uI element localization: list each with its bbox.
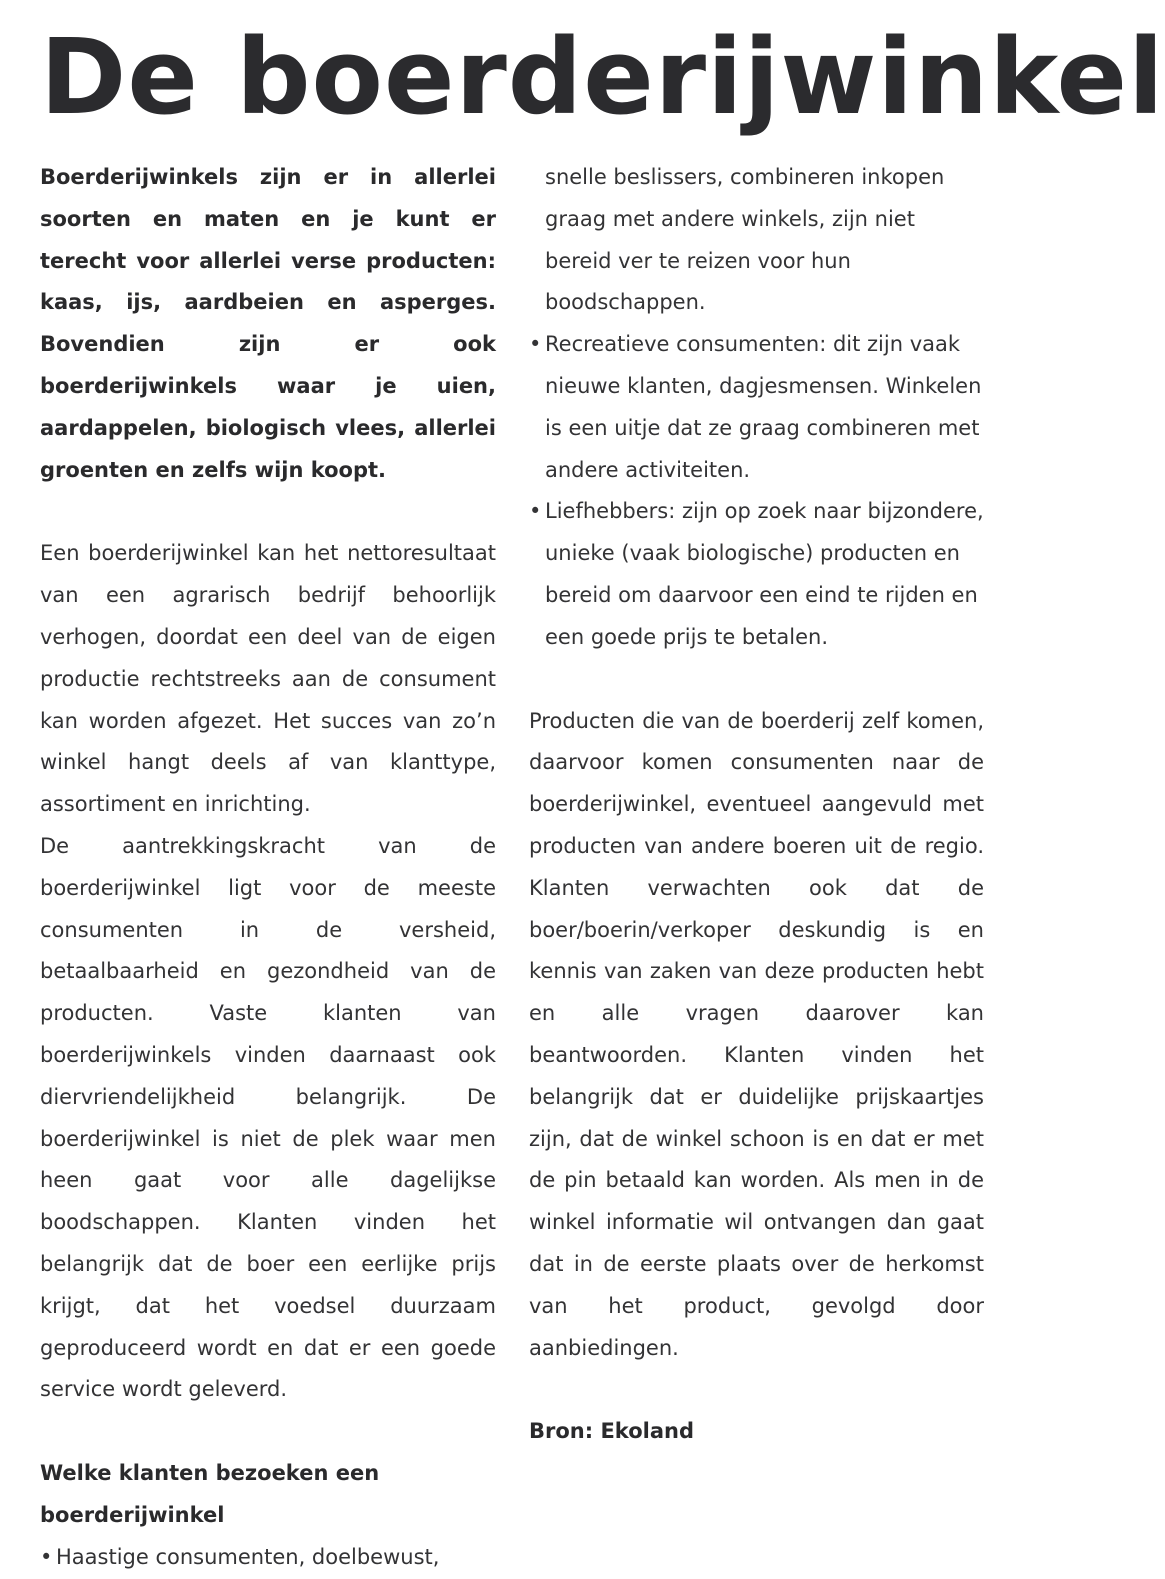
- spacer: [529, 659, 984, 701]
- spacer: [529, 1369, 984, 1411]
- bullet-item: • Liefhebbers: zijn op zoek naar bijzondere, unieke (vaak biologische) producten en bereid om daarvoor een eind te rijden en een goede prijs te betalen.: [529, 491, 984, 658]
- intro-paragraph: Boerderijwinkels zijn er in allerlei soorten en maten en je kunt er terecht voor allerlei verse producten: kaas, ijs, aardbeien en asperges. Bovendien zijn er ook boerderijwinkels waar je uien, aardappelen, biologisch vlees, allerlei groenten en zelfs wijn koopt.: [40, 165, 496, 482]
- body-paragraph: De aantrekkingskracht van de boerderijwinkel ligt voor de meeste consumenten in de versheid, betaalbaarheid en gezondheid van de producten. Vaste klanten van boerderijwinkels vinden daarnaast ook diervriendelijkheid belangrijk. De boerderijwinkel is niet de plek waar men heen gaat voor alle dagelijkse boodschappen. Klanten vinden het belangrijk dat de boer een eerlijke prijs krijgt, dat het voedsel duurzaam geproduceerd wordt en dat er een goede service wordt geleverd.: [40, 833, 496, 1402]
- spacer: [40, 491, 496, 533]
- body-paragraph: Producten die van de boerderij zelf komen, daarvoor komen consumenten naar de boerderijwinkel, eventueel aangevuld met producten van andere boeren uit de regio. Klanten verwachten ook dat de boer/boerin/verkoper deskundig is en kennis van zaken van deze producten hebt en alle vragen daarover kan beantwoorden. Klanten vinden het belangrijk dat er duidelijke prijskaartjes zijn, dat de winkel schoon is en dat er met de pin betaald kan worden. Als men in de winkel informatie wil ontvangen dan gaat dat in de eerste plaats over de herkomst van het product, gevolgd door aanbiedingen.: [529, 708, 984, 1360]
- bullet-item: • Recreatieve consumenten: dit zijn vaak nieuwe klanten, dagjesmensen. Winkelen is een uitje dat ze graag combineren met andere activiteiten.: [529, 324, 984, 491]
- spacer: [40, 1411, 496, 1453]
- source-credit: Bron: Ekoland: [529, 1419, 694, 1444]
- body-paragraph: Een boerderijwinkel kan het nettoresultaat van een agrarisch bedrijf behoorlijk verhogen, doordat een deel van de eigen productie rechtstreeks aan de consument kan worden afgezet. Het succes van zo’n winkel hangt deels af van klanttype, assortiment en inrichting.: [40, 541, 496, 817]
- bullet-item-continued: snelle beslissers, combineren inkopen graag met andere winkels, zijn niet bereid ver te reizen voor hun boodschappen.: [545, 165, 945, 315]
- right-column: [529, 157, 984, 1453]
- section-heading: Welke klanten bezoeken een boerderijwinkel: [40, 1461, 380, 1527]
- left-column: [40, 157, 496, 1579]
- page-title: De boerderijwinkel: [40, 16, 1165, 138]
- bullet-item: • Haastige consumenten, doelbewust,: [40, 1537, 496, 1579]
